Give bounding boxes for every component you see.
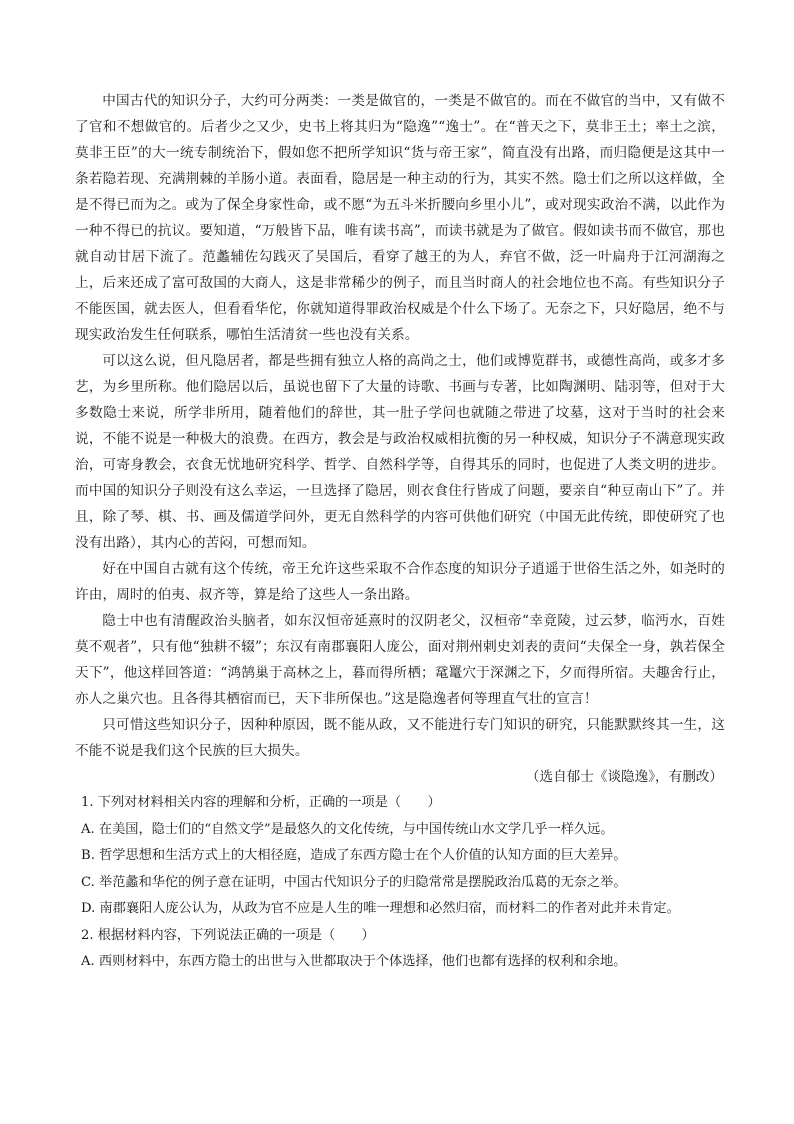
- question-1-option-c: C. 举范蠡和华佗的例子意在证明，中国古代知识分子的归隐常常是摆脱政治瓜葛的无奈之举。: [81, 874, 627, 890]
- question-2-option-a: A. 西则材料中，东西方隐士的出世与入世都取决于个体选择，他们也都有选择的权利和余地。: [81, 954, 627, 969]
- document-page: [75, 88, 725, 976]
- question-1-option-a: A. 在美国，隐士们的“自然文学”是最悠久的文化传统，与中国传统山水文学几乎一样久远。: [81, 821, 614, 837]
- article-paragraph-3: 好在中国自古就有这个传统，帝王允许这些采取不合作态度的知识分子逍遥于世俗生活之外，如尧时的许由，周时的伯夷、叔齐等，算是给了这些人一条出路。: [75, 561, 725, 603]
- article-paragraph-5: 只可惜这些知识分子，因种种原因，既不能从政，又不能进行专门知识的研究，只能默默终其一生，这不能不说是我们这个民族的巨大损失。: [75, 717, 725, 759]
- article-paragraph-4: 隐士中也有清醒政治头脑者，如东汉恒帝延熹时的汉阴老父，汉桓帝“幸竟陵，过云梦，临沔水，百姓莫不观者”，只有他“独耕不辍”；东汉有南郡襄阳人庞公，面对荆州剌史刘表的责问“夫保全一身，孰若保全天下”，他这样回答道：“鸿鹄巢于高林之上，暮而得所栖；鼋鼍穴于深渊之下，夕而得所宿。夫趣舍行止，亦人之巢穴也。且各得其栖宿而已，天下非所保也。”这是隐逸者何等理直气壮的宣言！: [75, 613, 725, 707]
- source-citation: （选自郁士《谈隐逸》，有删改）: [525, 769, 723, 785]
- question-1-option-d: D. 南郡襄阳人庞公认为，从政为官不应是人生的唯一理想和必然归宿，而材料二的作者对此并未肯定。: [81, 901, 680, 916]
- question-1: 1. 下列对材料相关内容的理解和分析，正确的一项是（ ）: [81, 795, 441, 810]
- question-1-option-b: B. 哲学思想和生活方式上的大相径庭，造成了东西方隐士在个人价值的认知方面的巨大差异。: [81, 848, 627, 863]
- question-2: 2. 根据材料内容，下列说法正确的一项是（ ）: [81, 927, 375, 943]
- article-paragraph-2: 可以这么说，但凡隐居者，都是些拥有独立人格的高尚之士，他们或博览群书，或德性高尚，或多才多艺，为乡里所称。他们隐居以后，虽说也留下了大量的诗歌、书画与专著，比如陶渊明、陆羽等，但对于大多数隐士来说，所学非所用，随着他们的辞世，其一肚子学问也就随之带进了坟墓，这对于当时的社会来说，不能不说是一种极大的浪费。在西方，教会是与政治权威相抗衡的另一种权威，知识分子不满意现实政治，可寄身教会，衣食无忧地研究科学、哲学、自然科学等，自得其乐的同时，也促进了人类文明的进步。而中国的知识分子则没有这么幸运，一旦选择了隐居，则衣食住行皆成了问题，要亲自“种豆南山下”了。并且，除了琴、棋、书、画及儒道学问外，更无自然科学的内容可供他们研究（中国无此传统，即使研究了也没有出路），其内心的苦闷，可想而知。: [75, 353, 725, 551]
- article-paragraph-1: 中国古代的知识分子，大约可分两类：一类是做官的，一类是不做官的。而在不做官的当中，又有做不了官和不想做官的。后者少之又少，史书上将其归为“隐逸”“逸士”。在“普天之下，莫非王土；率土之滨，莫非王臣”的大一统专制统治下，假如您不把所学知识“货与帝王家”，简直没有出路，而归隐便是这其中一条若隐若现、充满荆棘的羊肠小道。表面看，隐居是一种主动的行为，其实不然。隐士们之所以这样做，全是不得已而为之。或为了保全身家性命，或不愿“为五斗米折腰向乡里小儿”，或对现实政治不满，以此作为一种不得已的抗议。要知道，“万般皆下品，唯有读书高”，而读书就是为了做官。假如读书而不做官，那也就自动甘居下流了。范蠡辅佐勾践灭了吴国后，看穿了越王的为人，弃官不做，泛一叶扁舟于江河湖海之上，后来还成了富可敌国的大商人，这是非常稀少的例子，而且当时商人的社会地位也不高。有些知识分子不能医国，就去医人，但看看华佗，你就知道得罪政治权威是个什么下场了。无奈之下，只好隐居，绝不与现实政治发生任何联系，哪怕生活清贫一些也没有关系。: [75, 93, 725, 343]
